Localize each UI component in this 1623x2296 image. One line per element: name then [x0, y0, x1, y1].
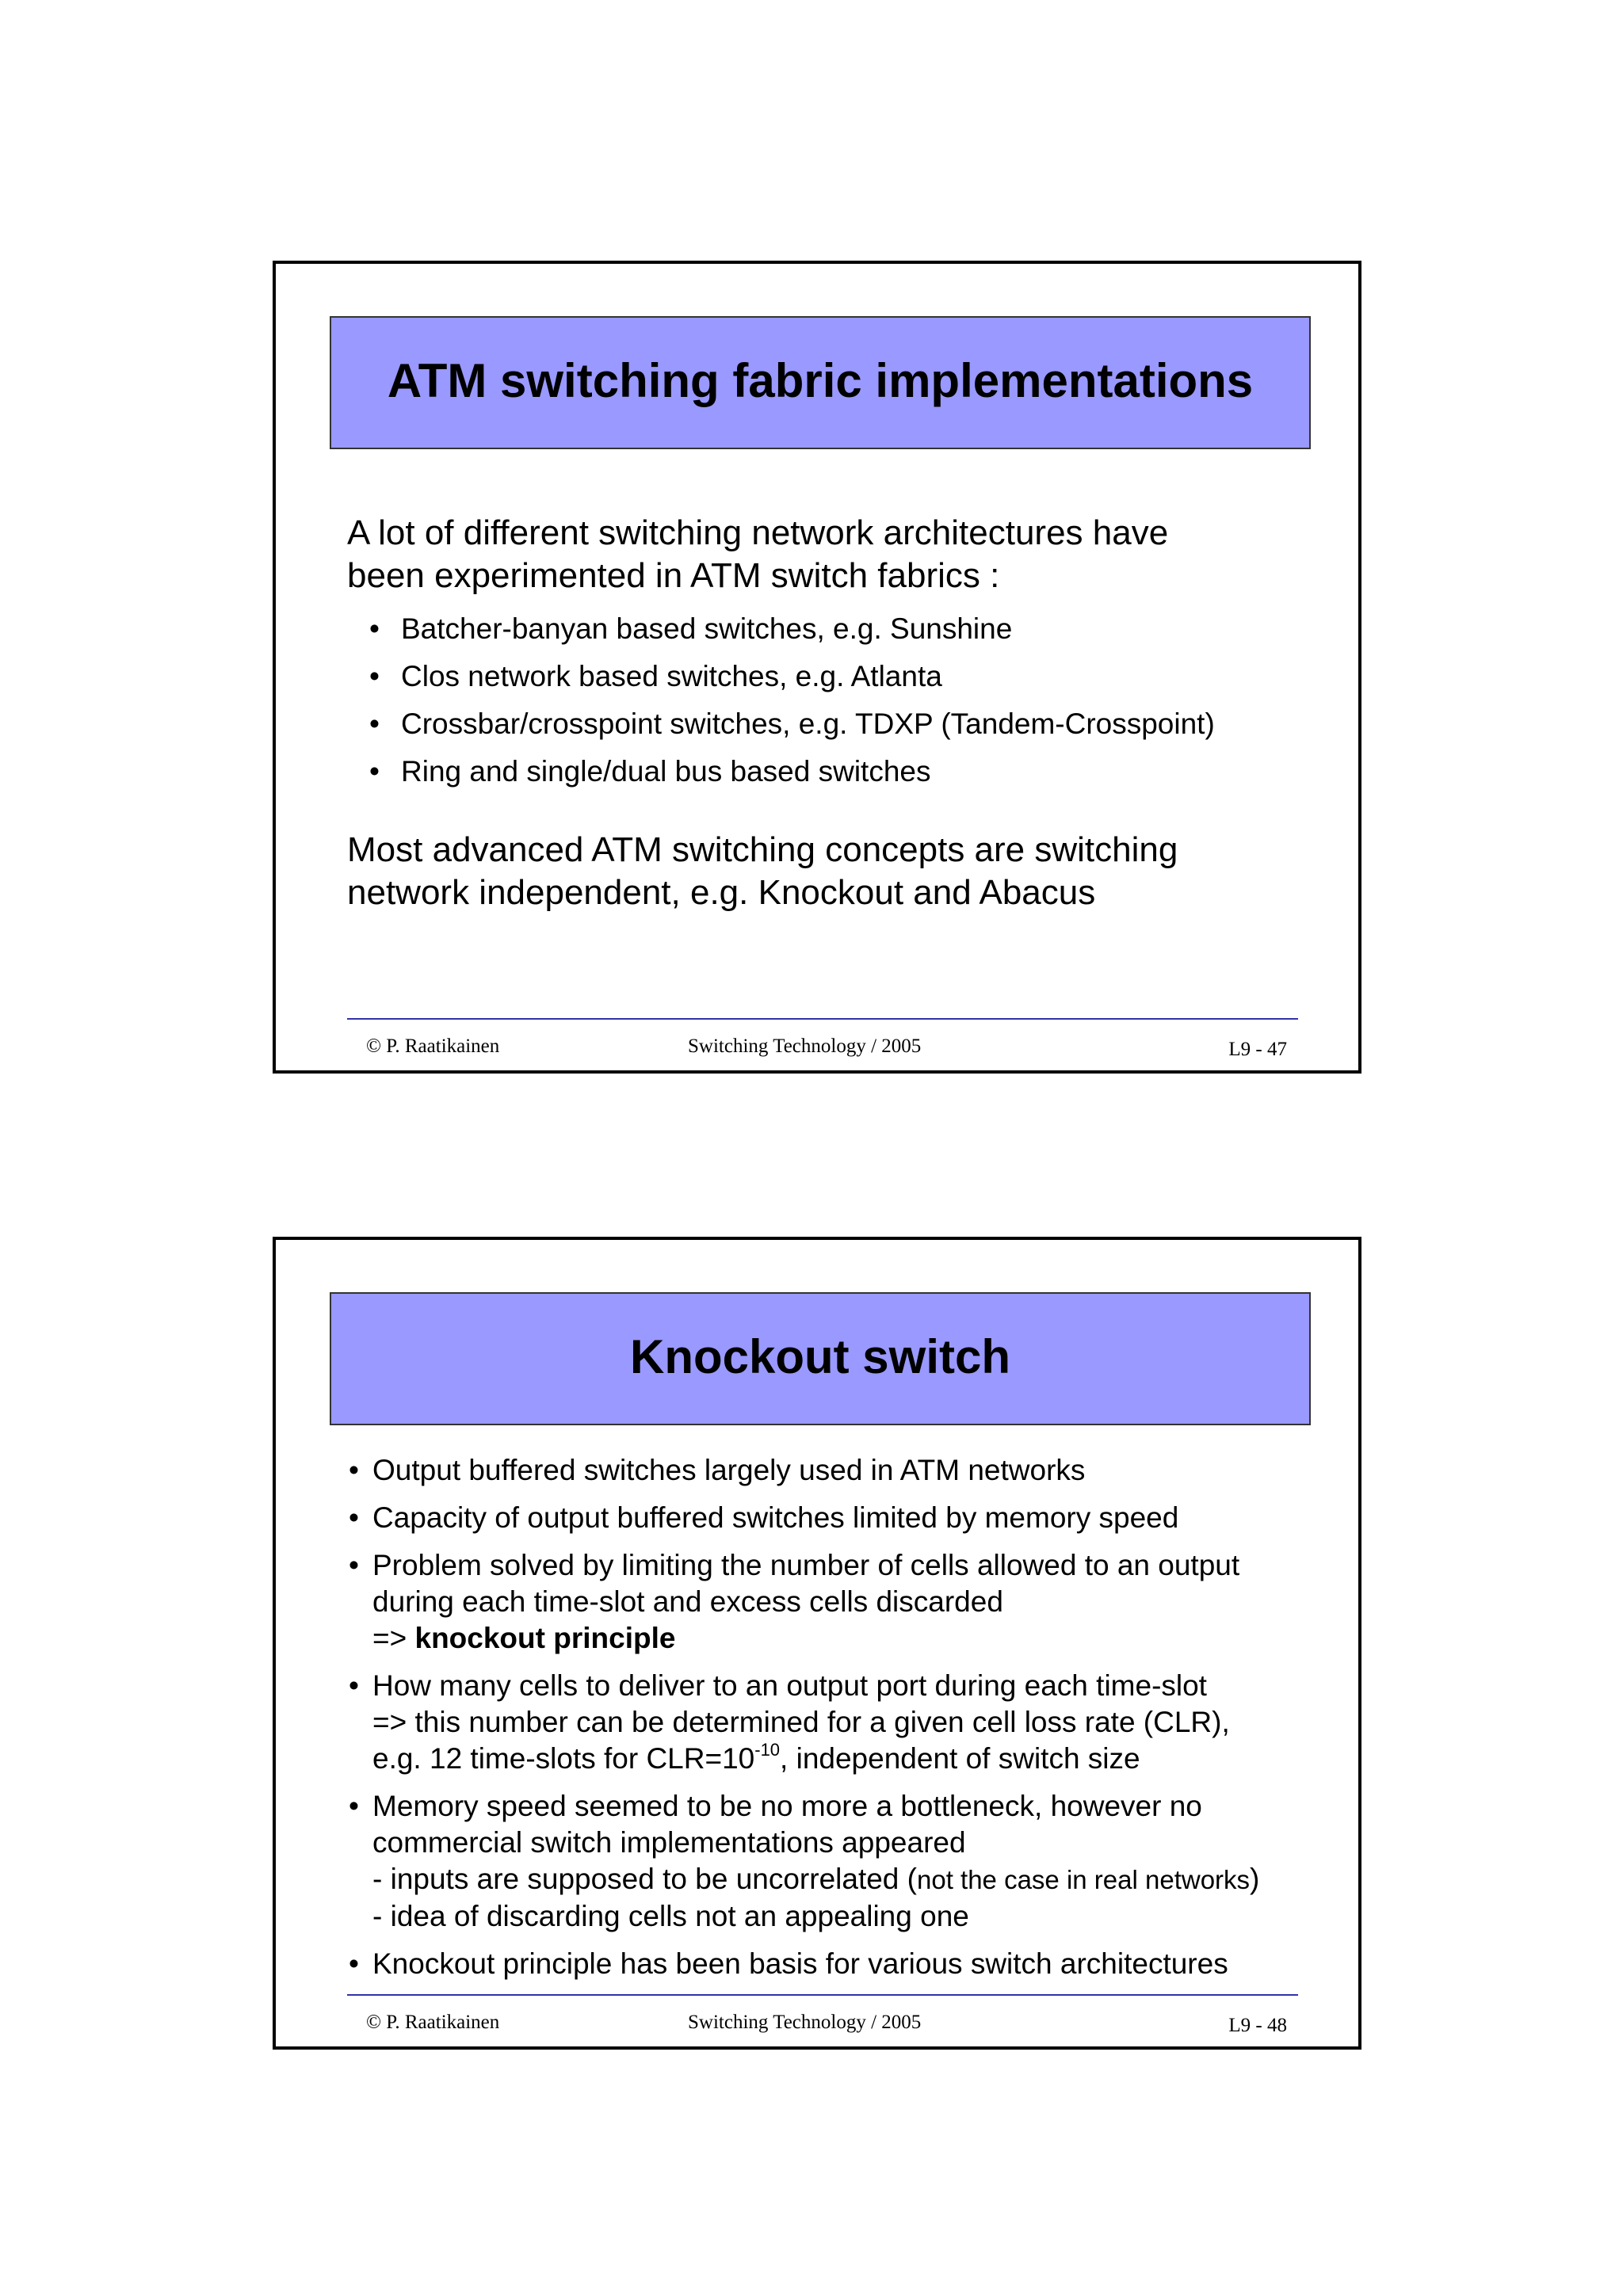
- intro-paragraph: [347, 512, 1314, 597]
- footer-author: © P. Raatikainen: [366, 1035, 500, 1057]
- bullet-icon: •: [369, 707, 380, 740]
- bullet-icon: •: [369, 612, 380, 645]
- footer-divider: [347, 1018, 1298, 1020]
- footer-course: Switching Technology / 2005: [688, 1035, 922, 1057]
- slide-footer: [347, 2012, 1298, 2043]
- outro-line: Most advanced ATM switching concepts are switching: [347, 830, 1178, 869]
- footer-author: © P. Raatikainen: [366, 2012, 500, 2033]
- bullet-icon: •: [349, 1947, 359, 1980]
- list-item: • Memory speed seemed to be no more a bottleneck, however no commercial switch implementations appeared - inputs are supposed to be uncorrelated (not the case in real networks) - idea of discarding cells not an appealing one: [349, 1790, 1260, 1932]
- list-item: • How many cells to deliver to an output port during each time-slot => this number can be determined for a given cell loss rate (CLR), e.g. 12 time-slots for $CLR=10^{-10}$, independent of switch size: [349, 1669, 1230, 1775]
- footer-page-number: L9 - 48: [1228, 2015, 1287, 2036]
- exponent: -10: [754, 1740, 781, 1760]
- bullet-icon: •: [349, 1501, 359, 1534]
- list-item: • Clos network based switches, e.g. Atlanta: [347, 653, 1314, 700]
- slide-48: [273, 1237, 1361, 2050]
- bullet-icon: •: [349, 1549, 359, 1581]
- bullet-icon: •: [349, 1669, 359, 1702]
- list-item: • Output buffered switches largely used in ATM networks: [349, 1452, 1339, 1489]
- bullet-icon: •: [369, 755, 380, 788]
- list-item: • Crossbar/crosspoint switches, e.g. TDXP (Tandem-Crosspoint): [347, 700, 1314, 748]
- knockout-principle-term: knockout principle: [414, 1622, 676, 1654]
- outro-paragraph: [347, 829, 1314, 914]
- bullet-icon: •: [349, 1454, 359, 1486]
- intro-line: A lot of different switching network architectures have: [347, 513, 1169, 552]
- bullet-icon: •: [369, 660, 380, 692]
- footer-course: Switching Technology / 2005: [688, 2012, 922, 2033]
- list-item: • Ring and single/dual bus based switches: [347, 748, 1314, 795]
- slide-47: [273, 261, 1361, 1074]
- footer-divider: [347, 1994, 1298, 1996]
- list-item: • Capacity of output buffered switches limited by memory speed: [349, 1500, 1339, 1536]
- slide-body: [347, 512, 1314, 914]
- outro-line: network independent, e.g. Knockout and Abacus: [347, 873, 1096, 912]
- bullet-icon: •: [349, 1790, 359, 1822]
- slide-title-box: [330, 316, 1311, 449]
- intro-line: been experimented in ATM switch fabrics :: [347, 556, 1000, 595]
- slide-title: Knockout switch: [629, 1329, 1011, 1383]
- slide-title-box: [330, 1292, 1311, 1425]
- list-item: • Knockout principle has been basis for various switch architectures: [349, 1946, 1339, 1982]
- knockout-bullet-list: [349, 1452, 1339, 1993]
- architecture-list: [347, 605, 1314, 795]
- slide-footer: [347, 1035, 1298, 1067]
- footer-page-number: L9 - 47: [1228, 1039, 1287, 1060]
- list-item: • Problem solved by limiting the number of cells allowed to an output during each time-slot and excess cells discarded => knockout principle: [349, 1549, 1240, 1654]
- list-item: • Batcher-banyan based switches, e.g. Sunshine: [347, 605, 1314, 653]
- slide-title: ATM switching fabric implementations: [387, 353, 1254, 407]
